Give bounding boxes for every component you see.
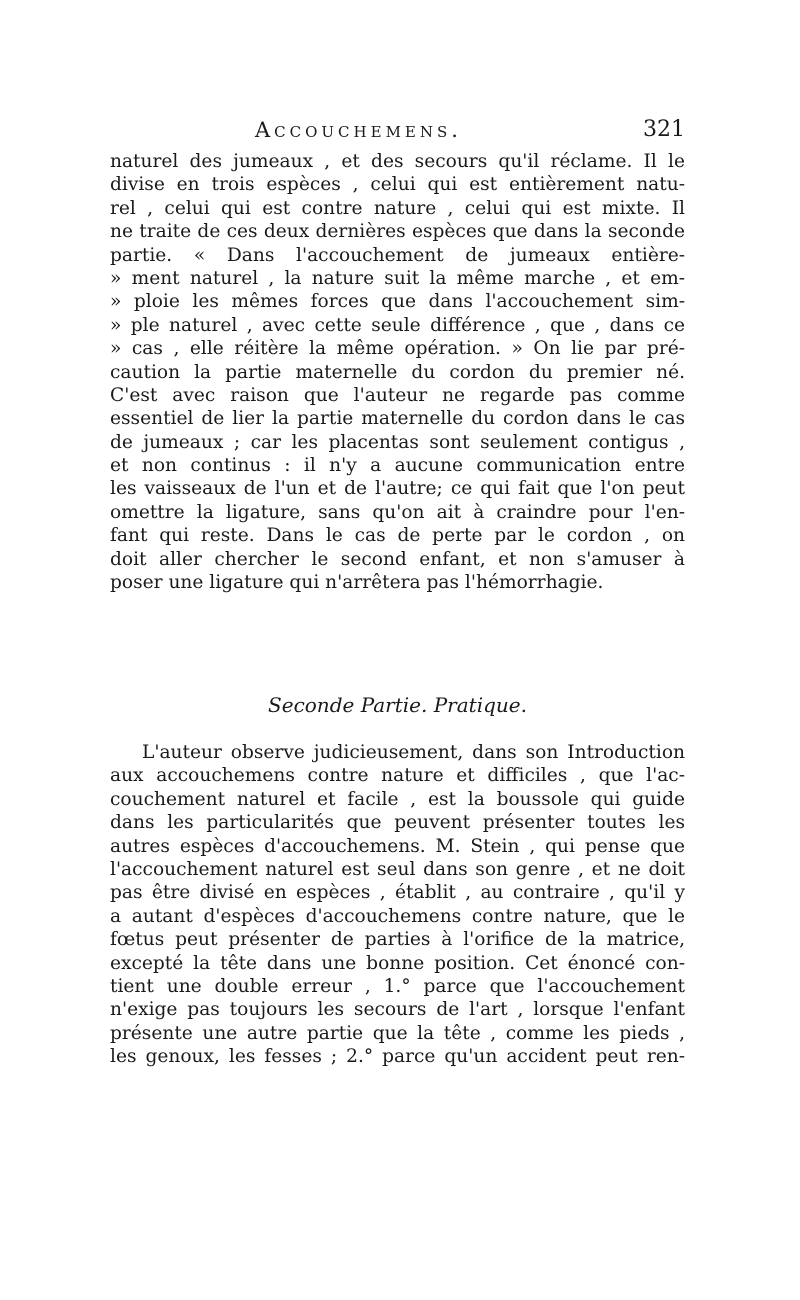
text-line: doit aller chercher le second enfant, et non s'amuser à <box>110 548 685 570</box>
text-line: présente une autre partie que la tête , comme les pieds , <box>110 1022 685 1044</box>
text-line: ne traite de ces deux dernières espèces que dans la seconde <box>110 221 685 243</box>
text-line: a autant d'espèces d'accouchemens contre nature, que le <box>110 905 685 927</box>
book-page <box>110 0 685 1300</box>
text-line: caution la partie maternelle du cordon du premier né. <box>110 361 685 383</box>
text-line: n'exige pas toujours les secours de l'art , lorsque l'enfant <box>110 999 685 1021</box>
text-line: dans les particularités que peuvent présenter toutes les <box>110 812 685 834</box>
text-line: pas être divisé en espèces , établit , au contraire , qu'il y <box>110 882 685 904</box>
text-line: » ple naturel , avec cette seule différence , que , dans ce <box>110 314 685 336</box>
text-line: autres espèces d'accouchemens. M. Stein , qui pense que <box>110 835 685 857</box>
text-line: poser une ligature qui n'arrêtera pas l'hémorrhagie. <box>110 572 604 594</box>
text-line: aux accouchemens contre nature et difficiles , que l'ac- <box>110 765 685 787</box>
running-head <box>110 112 685 148</box>
text-line: tient une double erreur , 1.° parce que l'accouchement <box>110 975 685 997</box>
paragraph-2 <box>110 741 685 1068</box>
section-heading: Seconde Partie. Pratique. <box>268 693 527 717</box>
text-line: les genoux, les fesses ; 2.° parce qu'un accident peut ren- <box>110 1046 685 1068</box>
text-line: rel , celui qui est contre nature , celui qui est mixte. Il <box>110 197 685 219</box>
text-line: l'accouchement naturel est seul dans son genre , et ne doit <box>110 858 685 880</box>
text-line: » cas , elle réitère la même opération. » On lie par pré- <box>110 338 685 360</box>
text-line: fœtus peut présenter de parties à l'orifice de la matrice, <box>110 929 685 951</box>
text-line: divise en trois espèces , celui qui est entièrement natu- <box>110 174 685 196</box>
text-line: excepté la tête dans une bonne position. Cet énoncé con- <box>110 952 685 974</box>
page-number: 321 <box>643 117 685 142</box>
text-line: de jumeaux ; car les placentas sont seulement contigus , <box>110 431 685 453</box>
text-line: C'est avec raison que l'auteur ne regarde pas comme <box>110 384 685 406</box>
paragraph-1 <box>110 150 685 594</box>
text-line: L'auteur observe judicieusement, dans son Introduction <box>142 742 685 763</box>
text-line: » ploie les mêmes forces que dans l'accouchement sim- <box>110 291 685 313</box>
running-title: Accouchemens. <box>255 118 462 142</box>
text-line: partie. « Dans l'accouchement de jumeaux entière- <box>110 244 685 266</box>
text-line: les vaisseaux de l'un et de l'autre; ce qui fait que l'on peut <box>110 478 685 500</box>
text-line: fant qui reste. Dans le cas de perte par le cordon , on <box>110 525 685 547</box>
text-line: couchement naturel et facile , est la boussole qui guide <box>110 788 685 810</box>
text-line: et non continus : il n'y a aucune communication entre <box>110 455 685 477</box>
text-line: naturel des jumeaux , et des secours qu'il réclame. Il le <box>110 151 685 172</box>
text-line: » ment naturel , la nature suit la même marche , et em- <box>110 267 685 289</box>
text-line: omettre la ligature, sans qu'on ait à craindre pour l'en- <box>110 501 685 523</box>
text-line: essentiel de lier la partie maternelle du cordon dans le cas <box>110 408 685 430</box>
